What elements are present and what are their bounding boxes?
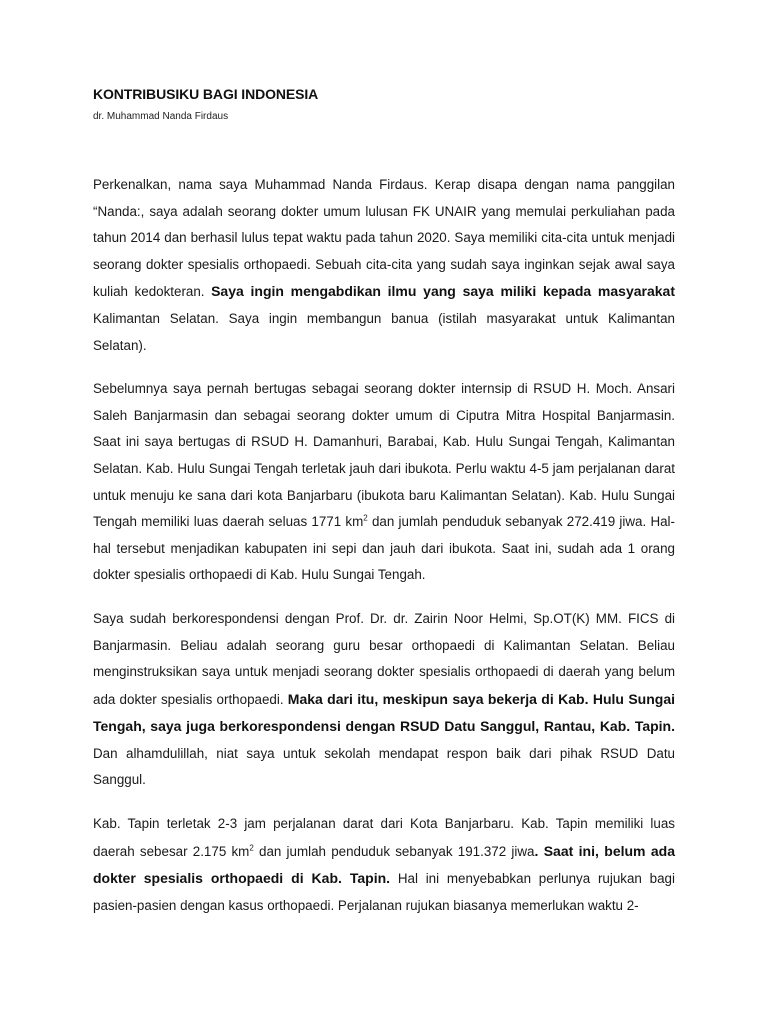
paragraph-text: Sebelumnya saya pernah bertugas sebagai seorang dokter internsip di RSUD H. Moch. Ansari Saleh Banjarmasin dan sebagai seorang dokter umum di Ciputra Mitra Hospital Banjarmasin. Saat ini saya bertugas di RSUD H. Damanhuri, Barabai, Kab. Hulu Sungai Tengah, Kalimantan Selatan. Kab. Hulu Sungai Tengah terletak jauh dari ibukota. Perlu waktu 4-5 jam perjalanan darat untuk menuju ke sana dari kota Banjarbaru (ibukota baru Kalimantan Selatan). Kab. Hulu Sungai Tengah memiliki luas daerah seluas 1771 km xyxy=(93,381,675,530)
superscript: 2 xyxy=(249,843,254,853)
document-body xyxy=(93,172,675,936)
paragraph-text: dan jumlah penduduk sebanyak 272.419 jiwa. Hal-hal tersebut menjadikan kabupaten ini sepi dan jauh dari ibukota. Saat ini, sudah ada 1 orang dokter spesialis orthopaedi di Kab. Hulu Sungai Tengah. xyxy=(93,514,675,583)
paragraph-introduction xyxy=(93,172,675,359)
paragraph-work-history xyxy=(93,376,675,589)
paragraph-tapin xyxy=(93,811,675,919)
paragraph-text: Dan alhamdulillah, niat saya untuk sekolah mendapat respon baik dari pihak RSUD Datu Sanggul. xyxy=(93,745,675,788)
paragraph-text: Kab. Tapin terletak 2-3 jam perjalanan darat dari Kota Banjarbaru. Kab. Tapin memiliki luas daerah sebesar 2.175 km xyxy=(93,816,675,859)
paragraph-text: Perkenalkan, nama saya Muhammad Nanda Firdaus. Kerap disapa dengan nama panggilan “Nanda:, saya adalah seorang dokter umum lulusan FK UNAIR yang memulai perkuliahan pada tahun 2014 dan berhasil lulus tepat waktu pada tahun 2020. Saya memiliki cita-cita untuk menjadi seorang dokter spesialis orthopaedi. Sebuah cita-cita yang sudah saya inginkan sejak awal saya kuliah kedokteran. xyxy=(93,177,675,300)
paragraph-correspondence xyxy=(93,606,675,794)
paragraph-text: Kalimantan Selatan. Saya ingin membangun banua (istilah masyarakat untuk Kalimantan Selatan). xyxy=(93,310,675,353)
document-title: KONTRIBUSIKU BAGI INDONESIA xyxy=(93,86,319,102)
document-author: dr. Muhammad Nanda Firdaus xyxy=(93,111,229,122)
emphasis-text: Saya ingin mengabdikan ilmu yang saya miliki kepada masyarakat xyxy=(211,283,675,300)
emphasis-text: Maka dari itu, meskipun saya bekerja di Kab. Hulu Sungai Tengah, saya juga berkorespondensi dengan RSUD Datu Sanggul, Rantau, Kab. Tapin. xyxy=(93,690,675,735)
emphasis-text: . Saat ini, belum ada dokter spesialis orthopaedi di Kab. Tapin. xyxy=(93,842,676,887)
superscript: 2 xyxy=(363,513,368,523)
paragraph-text: Hal ini menyebabkan perlunya rujukan bagi pasien-pasien dengan kasus orthopaedi. Perjalanan rujukan biasanya memerlukan waktu 2- xyxy=(93,871,675,913)
paragraph-text: dan jumlah penduduk sebanyak 191.372 jiwa xyxy=(253,843,535,859)
paragraph-text: Saya sudah berkorespondensi dengan Prof. Dr. dr. Zairin Noor Helmi, Sp.OT(K) MM. FICS di Banjarmasin. Beliau adalah seorang guru besar orthopaedi di Kalimantan Selatan. Beliau menginstruksikan saya untuk menjadi seorang dokter spesialis orthopaedi di daerah yang belum ada dokter spesialis orthopaedi. xyxy=(93,610,675,707)
